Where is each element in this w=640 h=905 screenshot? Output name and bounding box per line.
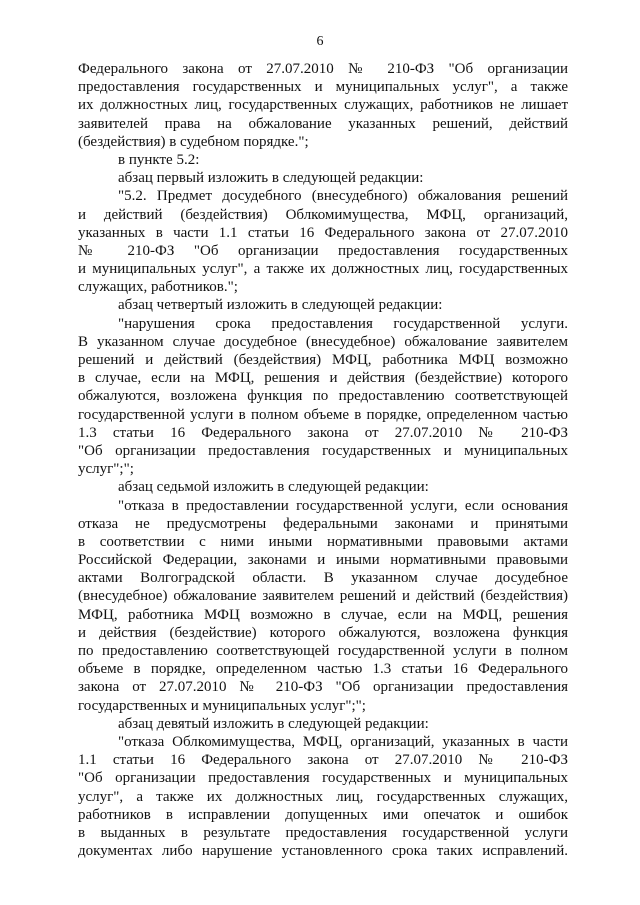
text-line: "отказа в предоставлении государственной услуги, если основания (118, 497, 568, 514)
text-line: их должностных лиц, государственных служащих, работников не лишает (78, 97, 568, 114)
text-line: МФЦ, работника МФЦ возможно в случае, если на МФЦ, решения (78, 606, 568, 623)
text-line: услуг", а также их должностных лиц, государственных служащих, (78, 788, 568, 805)
text-line: 1.3 статьи 16 Федерального закона от 27.07.2010 № 210-ФЗ (78, 424, 568, 441)
text-line: (бездействия) в судебном порядке."; (78, 133, 309, 150)
text-line: обжалуются, возложена функция по предоставлению соответствующей (78, 388, 568, 405)
text-line: "Об организации предоставления государственных и муниципальных (78, 770, 568, 787)
text-line: заявителей права на обжалование указанных решений, действий (78, 115, 568, 132)
text-line: по предоставлению соответствующей государственной услуги в полном (78, 643, 568, 659)
text-line: и муниципальных услуг", а также их должностных лиц, государственных (78, 261, 568, 278)
text-line: и действий (бездействия) Облкомимущества, МФЦ, организаций, (78, 206, 568, 223)
text-line: документах либо нарушение установленного срока таких исправлений. (78, 843, 568, 860)
text-line: Федерального закона от 27.07.2010 № 210-ФЗ "Об организации (78, 61, 568, 77)
text-line: отказа не предусмотрены федеральными законами и принятыми (78, 515, 568, 532)
text-line: актами Волгоградской области. В указанном случае досудебное (78, 570, 568, 587)
text-line: указанных в части 1.1 статьи 16 Федерального закона от 27.07.2010 (78, 224, 568, 241)
text-line: служащих, работников."; (78, 279, 238, 296)
text-line: предоставления государственных и муниципальных услуг", а также (78, 79, 568, 96)
text-line: "нарушения срока предоставления государственной услуги. (118, 315, 568, 332)
text-line: абзац девятый изложить в следующей редакции: (118, 715, 429, 732)
text-line: абзац четвертый изложить в следующей редакции: (118, 297, 443, 314)
text-line: "5.2. Предмет досудебного (внесудебного) обжалования решений (118, 188, 568, 205)
document-body (78, 60, 568, 860)
text-line: (внесудебное) обжалование заявителем решений и действий (бездействия) (78, 588, 568, 605)
text-line: абзац первый изложить в следующей редакции: (118, 170, 424, 187)
text-line: "отказа Облкомимущества, МФЦ, организаций, указанных в части (118, 733, 568, 750)
text-line: абзац седьмой изложить в следующей редакции: (118, 479, 429, 496)
text-line: работников в исправлении допущенных ими опечаток и ошибок (78, 806, 568, 823)
text-line: решений и действий (бездействия) МФЦ, работника МФЦ возможно (78, 352, 568, 368)
text-line: в случае, если на МФЦ, решения и действия (бездействие) которого (78, 370, 568, 387)
page-number: 6 (316, 34, 324, 49)
text-line: закона от 27.07.2010 № 210-ФЗ "Об организации предоставления (78, 679, 568, 696)
text-line: в соответствии с ними иными нормативными правовыми актами (78, 533, 568, 550)
text-line: услуг";"; (78, 461, 134, 478)
text-line: В указанном случае досудебное (внесудебное) обжалование заявителем (78, 333, 568, 350)
text-line: государственных и муниципальных услуг";"; (78, 697, 366, 714)
text-line: объеме в порядке, определенном частью 1.3 статьи 16 Федерального (78, 661, 568, 678)
text-line: 1.1 статьи 16 Федерального закона от 27.07.2010 № 210-ФЗ (78, 752, 568, 769)
text-line: № 210-ФЗ "Об организации предоставления государственных (78, 242, 568, 259)
text-line: государственной услуги в полном объеме в порядке, определенном частью (78, 406, 568, 423)
text-line: Российской Федерации, законами и иными нормативными правовыми (78, 552, 568, 569)
text-line: "Об организации предоставления государственных и муниципальных (78, 442, 568, 459)
text-line: и действия (бездействие) которого обжалуются, возложена функция (78, 624, 568, 641)
text-line: в выданных в результате предоставления государственной услуги (78, 824, 568, 841)
text-line: в пункте 5.2: (118, 151, 200, 168)
